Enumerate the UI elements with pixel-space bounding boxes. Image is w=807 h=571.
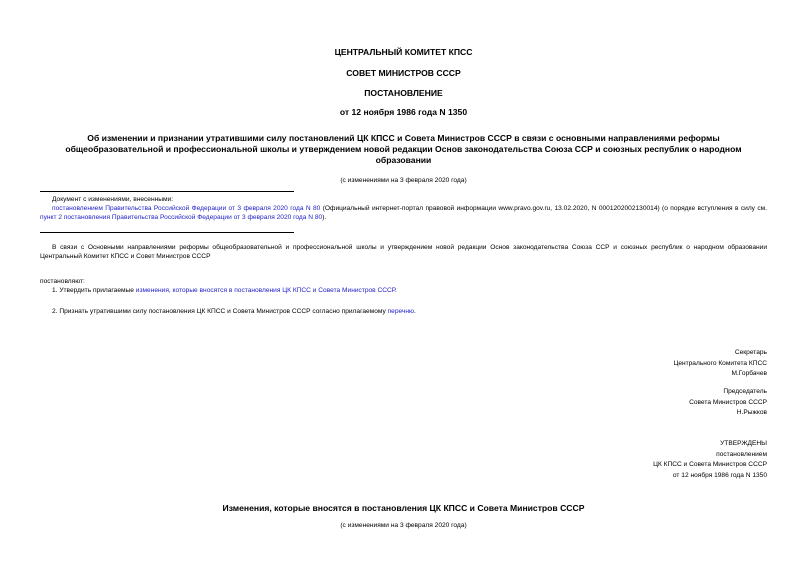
approval-line2: постановлением — [716, 450, 767, 458]
changes-text-part2: ). — [322, 214, 327, 221]
item-1 — [52, 286, 397, 295]
annex-title: Изменения, которые вносятся в постановления ЦК КПСС и Совета Министров СССР — [222, 503, 585, 513]
changes-annex-link[interactable]: изменения, которые вносятся в постановления ЦК КПСС и Совета Министров СССР — [135, 287, 395, 294]
signature1-position2: Центрального Комитета КПСС — [673, 359, 767, 367]
approval-block — [653, 439, 767, 481]
doc-title-line2: общеобразовательной и профессиональной школы и утверждением новой редакции Основ законодательства Союза ССР и союзных республик о народном — [65, 144, 742, 154]
divider-bottom — [40, 232, 294, 233]
list-annex-link[interactable]: перечню — [387, 308, 414, 315]
signature1-position1: Секретарь — [734, 349, 767, 356]
issuer-council: СОВЕТ МИНИСТРОВ СССР — [346, 68, 461, 78]
signature1-name: М.Горбачев — [731, 370, 767, 377]
approval-line3: ЦК КПСС и Совета Министров СССР — [653, 461, 767, 468]
doc-title-line1: Об изменении и признании утратившими силу постановлений ЦК КПСС и Совета Министров СССР в связи с основными направлениями реформы — [87, 133, 720, 143]
signature-ryzhkov — [689, 387, 767, 419]
signature2-position2: Совета Министров СССР — [689, 398, 767, 406]
changes-intro: Документ с изменениями, внесенными: — [52, 196, 174, 203]
decree-80-link[interactable]: постановлением Правительства Российской Федерации от 3 февраля 2020 года N 80 — [52, 205, 321, 212]
item-2-prefix: 2. Признать утратившими силу постановления ЦК КПСС и Совета Министров СССР согласно прилагаемому — [52, 308, 388, 315]
signature-gorbachev — [673, 348, 767, 380]
item-1-suffix: . — [394, 287, 397, 294]
decree-80-item2-link[interactable]: пункт 2 постановления Правительства Российской Федерации от 3 февраля 2020 года N 80 — [40, 214, 323, 221]
item-2 — [52, 307, 416, 316]
signature2-position1: Председатель — [723, 388, 767, 395]
edition-note: (с изменениями на 3 февраля 2020 года) — [340, 177, 467, 184]
doc-date-number: от 12 ноября 1986 года N 1350 — [339, 107, 468, 117]
annex-edition-note: (с изменениями на 3 февраля 2020 года) — [340, 522, 467, 529]
item-2-suffix: . — [413, 308, 416, 315]
changes-text-part1: (Официальный интернет-портал правовой информации www.pravo.gov.ru, 13.02.2020, N 0001202002130014) (о порядке вступления в силу см. — [320, 205, 767, 212]
changes-text — [40, 204, 767, 222]
resolves-label: постановляют: — [40, 278, 85, 285]
doc-title-line3: образовании — [375, 155, 432, 165]
approval-line4: от 12 ноября 1986 года N 1350 — [672, 471, 767, 479]
approval-line1: УТВЕРЖДЕНЫ — [720, 440, 767, 447]
preamble: В связи с Основными направлениями реформы общеобразовательной и профессиональной школы и утверждением новой редакции Основ законодательства Союза ССР и союзных республик о народном образовании Центральный Комитет КПСС и Совет Министров СССР — [40, 244, 767, 260]
issuer-cpsu: ЦЕНТРАЛЬНЫЙ КОМИТЕТ КПСС — [334, 47, 473, 57]
divider-top — [40, 191, 294, 192]
doc-type: ПОСТАНОВЛЕНИЕ — [364, 88, 443, 98]
item-1-prefix: 1. Утвердить прилагаемые — [52, 287, 136, 294]
signature2-name: Н.Рыжков — [736, 409, 767, 416]
